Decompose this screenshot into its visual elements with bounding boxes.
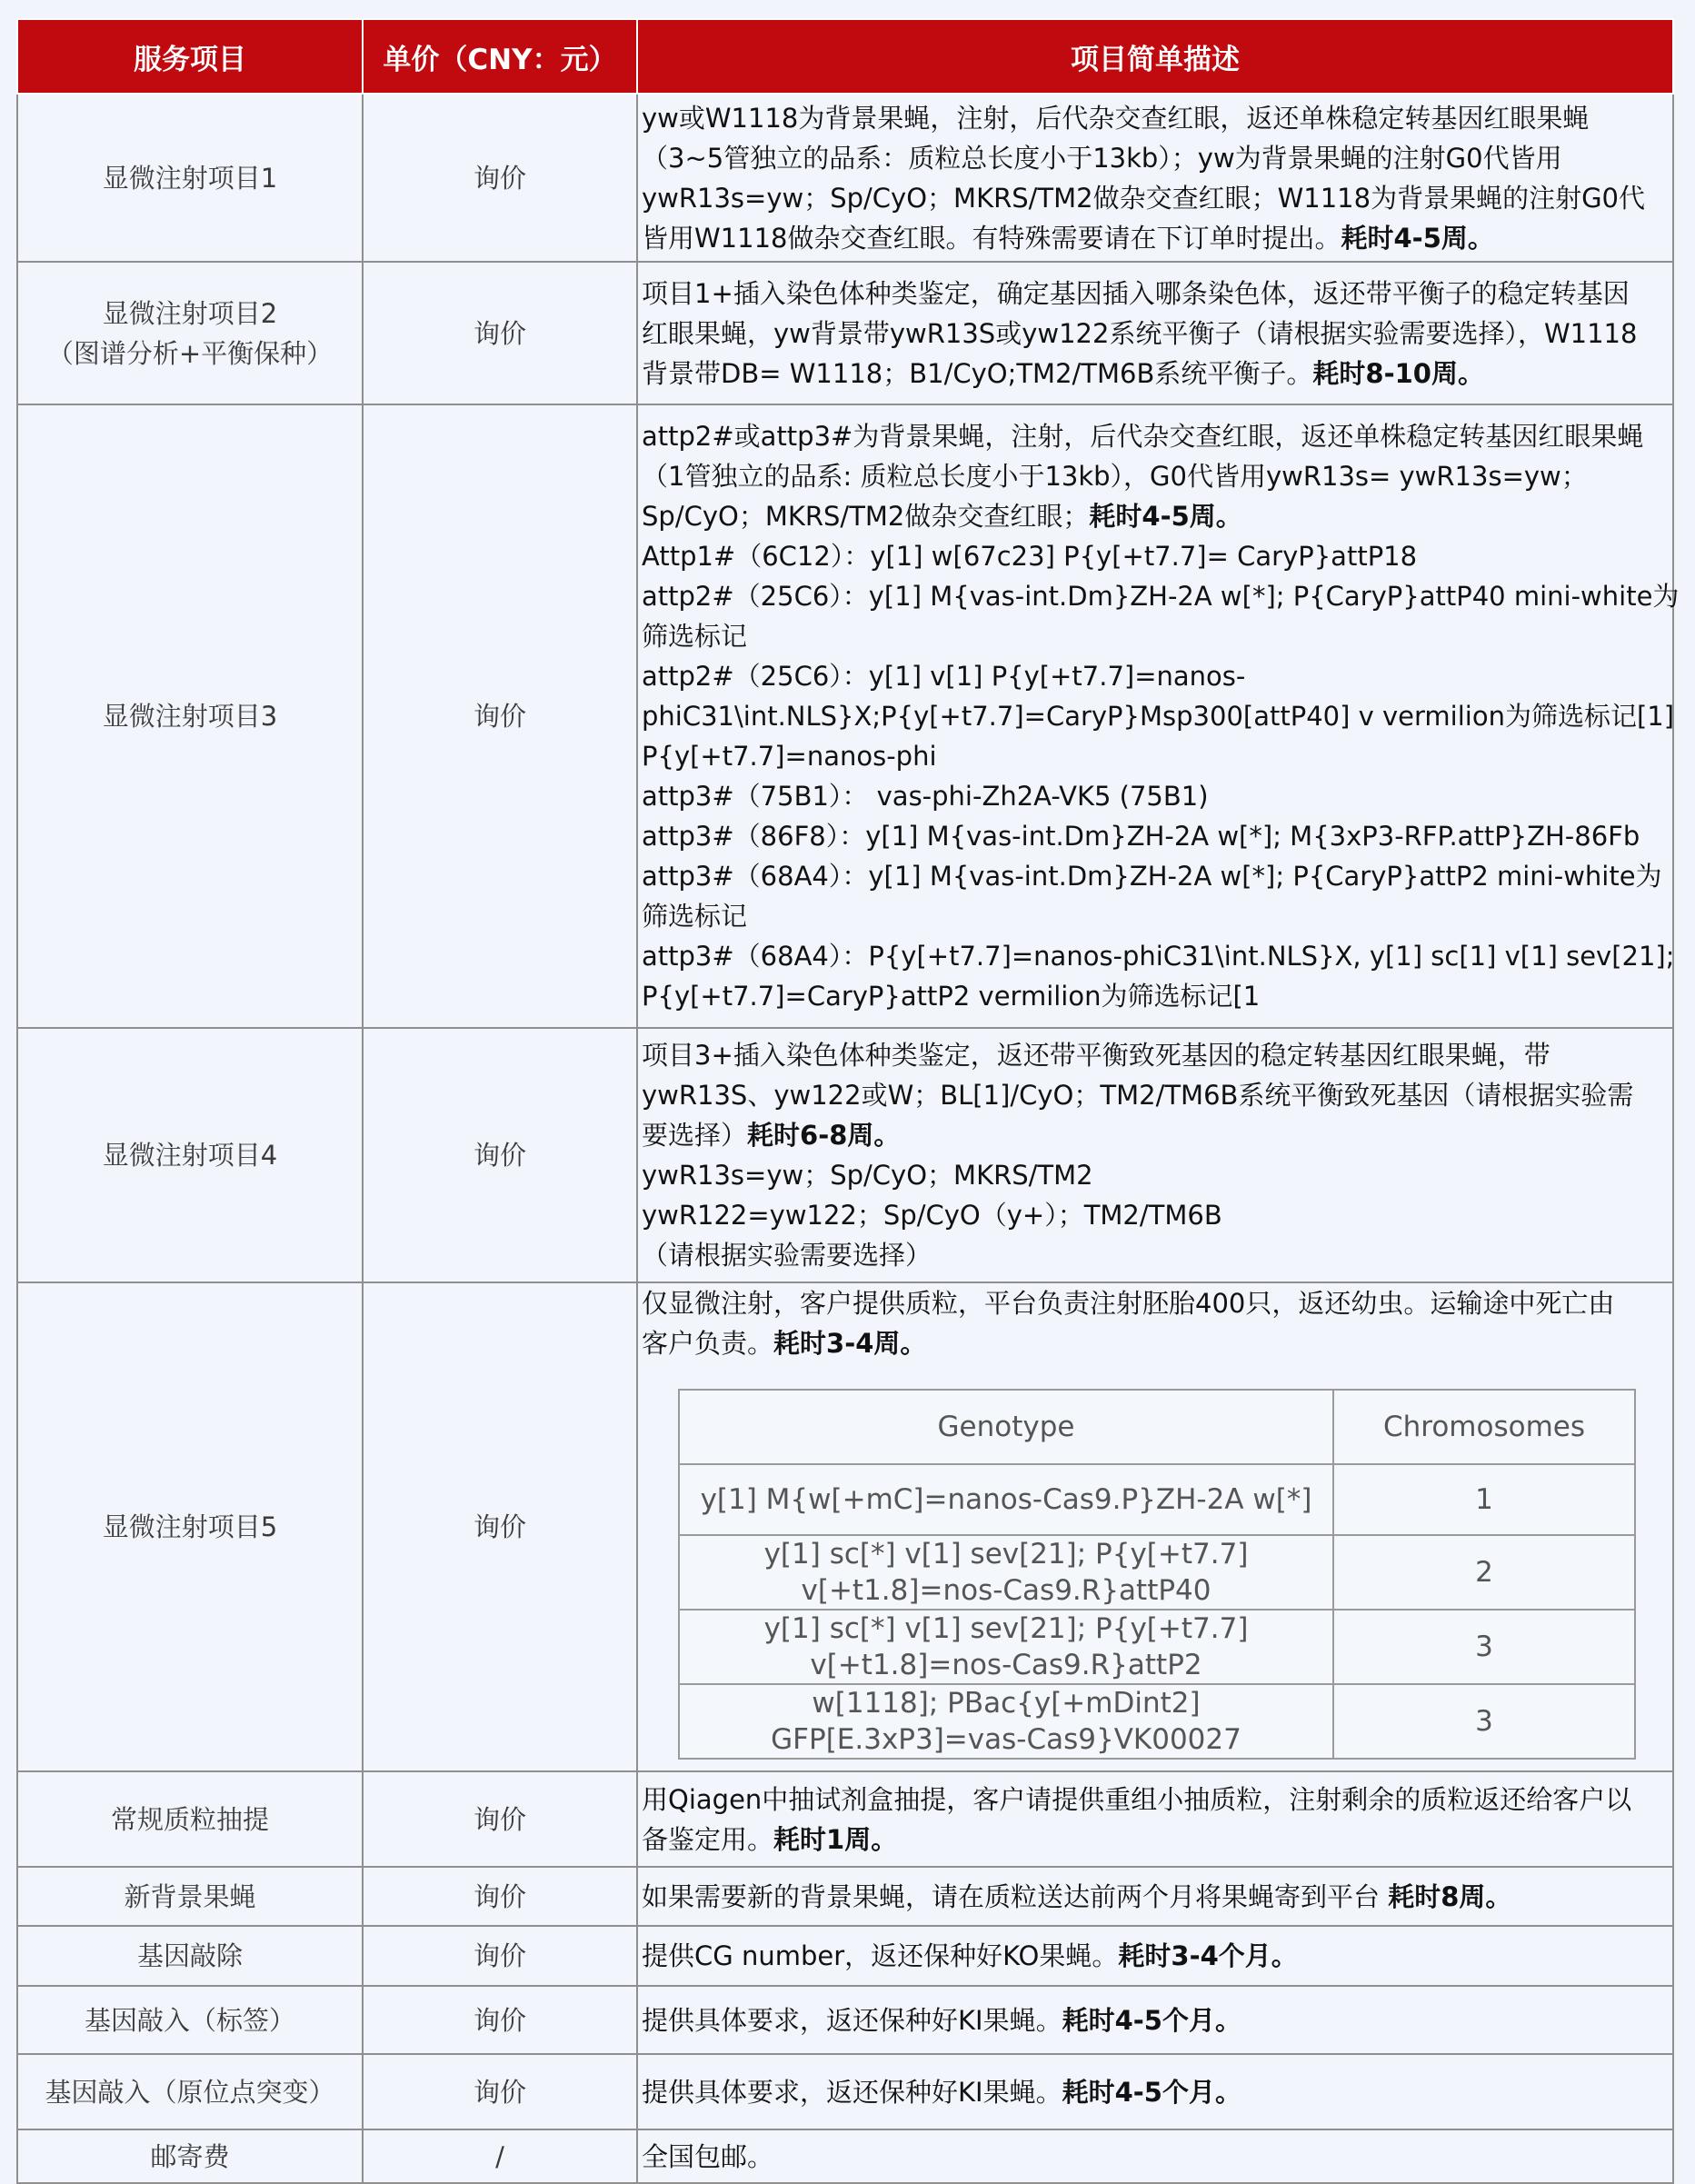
- genotype-row: [679, 1535, 1635, 1610]
- description-line: [642, 354, 1669, 394]
- table-row: [17, 1867, 1673, 1926]
- description-segment: 皆用W1118做杂交查红眼。有特殊需要请在下订单时提出。: [642, 222, 1341, 254]
- genotype-cell: w[1118]; PBac{y[+mDint2] GFP[E.3xP3]=vas-Cas9}VK00027: [679, 1684, 1333, 1759]
- duration-text: 耗时3-4周。: [773, 1328, 927, 1359]
- genotype-row: [679, 1684, 1635, 1759]
- service-description: [637, 1867, 1673, 1926]
- description-line: [642, 656, 1669, 696]
- description-segment: 筛选标记: [642, 621, 748, 652]
- genotype-row: [679, 1464, 1635, 1535]
- description-line: [642, 138, 1669, 178]
- chromosome-cell: 2: [1333, 1535, 1635, 1610]
- description-line: [642, 616, 1669, 656]
- description-line: [642, 178, 1669, 218]
- description-segment: 项目3+插入染色体种类鉴定，返还带平衡致死基因的稳定转基因红眼果蝇，带: [642, 1040, 1550, 1071]
- service-name: 新背景果蝇: [17, 1867, 363, 1926]
- service-description: [637, 2054, 1673, 2129]
- chromosome-cell: 3: [1333, 1684, 1635, 1759]
- service-name: 邮寄费: [17, 2129, 363, 2183]
- service-name: 基因敲入（标签）: [17, 1986, 363, 2054]
- table-row: [17, 94, 1673, 262]
- duration-text: 耗时1周。: [773, 1823, 898, 1855]
- description-line: [642, 1877, 1669, 1917]
- description-line: [642, 776, 1669, 816]
- description-segment: P{y[+t7.7]=CaryP}attP2 vermilion为筛选标记[1: [642, 981, 1261, 1012]
- description-line: [642, 816, 1669, 856]
- description-segment: Sp/CyO；MKRS/TM2做杂交查红眼；: [642, 501, 1090, 532]
- description-line: [642, 1820, 1669, 1860]
- description-line: [642, 98, 1669, 138]
- description-line: [642, 736, 1669, 776]
- description-segment: 提供CG number，返还保种好KO果蝇。: [642, 1940, 1119, 1971]
- duration-text: 耗时3-4个月。: [1118, 1940, 1298, 1971]
- table-row: [17, 1771, 1673, 1867]
- genotype-cell: y[1] M{w[+mC]=nanos-Cas9.P}ZH-2A w[*]: [679, 1464, 1333, 1535]
- description-segment: （1管独立的品系: 质粒总长度小于13kb），G0代皆用ywR13s= ywR13s=yw；: [642, 461, 1588, 492]
- service-name: 显微注射项目4: [17, 1028, 363, 1282]
- description-segment: ywR122=yw122；Sp/CyO（y+）；TM2/TM6B: [642, 1200, 1222, 1231]
- service-name: 基因敲入（原位点突变）: [17, 2054, 363, 2129]
- description-segment: 红眼果蝇，yw背景带ywR13S或yw122系统平衡子（请根据实验需要选择），W1118: [642, 317, 1638, 349]
- header-service: 服务项目: [17, 19, 363, 94]
- service-description: [637, 94, 1673, 262]
- description-line: [642, 1780, 1669, 1820]
- description-line: [642, 2137, 1669, 2177]
- description-line: [642, 1195, 1669, 1235]
- table-row: [17, 2129, 1673, 2183]
- description-text: [642, 1283, 1669, 1363]
- description-line: [642, 1155, 1669, 1195]
- description-line: [642, 218, 1669, 258]
- description-segment: 要选择）: [642, 1120, 748, 1151]
- service-price: 询价: [363, 94, 637, 262]
- service-price: 询价: [363, 262, 637, 404]
- description-line: [642, 456, 1669, 496]
- description-segment: 提供具体要求，返还保种好KI果蝇。: [642, 2004, 1062, 2036]
- description-segment: 全国包邮。: [642, 2140, 774, 2172]
- service-description: [637, 1028, 1673, 1282]
- description-line: [642, 1235, 1669, 1275]
- service-description: [637, 1926, 1673, 1986]
- service-name: 显微注射项目2 （图谱分析+平衡保种）: [17, 262, 363, 404]
- description-segment: yw或W1118为背景果蝇，注射，后代杂交查红眼，返还单株稳定转基因红眼果蝇: [642, 102, 1590, 134]
- service-price-table: [16, 18, 1680, 2184]
- table-row: [17, 1282, 1673, 1771]
- chromosome-cell: 3: [1333, 1610, 1635, 1684]
- duration-text: 耗时6-8周。: [747, 1120, 901, 1151]
- duration-text: 耗时8-10周。: [1312, 357, 1484, 389]
- table-row: [17, 404, 1673, 1028]
- description-segment: 筛选标记: [642, 901, 748, 932]
- description-segment: attp3#（68A4）：P{y[+t7.7]=nanos-phiC31\int.NLS}X, y[1] sc[1] v[1] sev[21];: [642, 941, 1675, 972]
- description-segment: 如果需要新的背景果蝇，请在质粒送达前两个月将果蝇寄到平台: [642, 1880, 1389, 1912]
- description-line: [642, 936, 1675, 976]
- description-segment: 背景带DB= W1118；B1/CyO;TM2/TM6B系统平衡子。: [642, 357, 1313, 389]
- genotype-cell: y[1] sc[*] v[1] sev[21]; P{y[+t7.7] v[+t1.8]=nos-Cas9.R}attP2: [679, 1610, 1333, 1684]
- description-segment: 仅显微注射，客户提供质粒，平台负责注射胚胎400只，返还幼虫。运输途中死亡由: [642, 1288, 1615, 1319]
- genotype-table: [678, 1389, 1636, 1760]
- genotype-header-row: [679, 1390, 1635, 1464]
- duration-text: 耗时4-5周。: [1089, 501, 1242, 532]
- chromosomes-header: Chromosomes: [1333, 1390, 1635, 1464]
- description-line: [642, 416, 1669, 456]
- description-segment: （请根据实验需要选择）: [642, 1240, 932, 1271]
- service-price: 询价: [363, 1867, 637, 1926]
- service-price: 询价: [363, 1986, 637, 2054]
- description-segment: attp2#或attp3#为背景果蝇，注射，后代杂交查红眼，返还单株稳定转基因红眼果蝇: [642, 421, 1644, 452]
- duration-text: 耗时4-5周。: [1341, 222, 1494, 254]
- service-description: [637, 1771, 1673, 1867]
- description-segment: 提供具体要求，返还保种好KI果蝇。: [642, 2076, 1062, 2108]
- service-price: 询价: [363, 404, 637, 1028]
- description-segment: ywR13s=yw；Sp/CyO；MKRS/TM2做杂交查红眼；W1118为背景果蝇的注射G0代: [642, 182, 1645, 214]
- table-row: [17, 1028, 1673, 1282]
- description-line: [642, 496, 1669, 536]
- description-segment: attp2#（25C6）：y[1] M{vas-int.Dm}ZH-2A w[*]; P{CaryP}attP40 mini-white为: [642, 581, 1680, 612]
- description-line: [642, 1035, 1669, 1075]
- description-segment: attp2#（25C6）：y[1] v[1] P{y[+t7.7]=nanos-: [642, 661, 1246, 692]
- service-name: 显微注射项目3: [17, 404, 363, 1028]
- service-name: 显微注射项目1: [17, 94, 363, 262]
- description-segment: 客户负责。: [642, 1328, 774, 1359]
- description-line: [642, 576, 1680, 616]
- description-segment: ywR13s=yw；Sp/CyO；MKRS/TM2: [642, 1160, 1093, 1191]
- description-line: [642, 314, 1669, 354]
- header-description: 项目简单描述: [637, 19, 1673, 94]
- genotype-row: [679, 1610, 1635, 1684]
- genotype-cell: y[1] sc[*] v[1] sev[21]; P{y[+t7.7] v[+t1.8]=nos-Cas9.R}attP40: [679, 1535, 1333, 1610]
- description-line: [642, 856, 1669, 896]
- service-price: 询价: [363, 2054, 637, 2129]
- service-description: [637, 404, 1680, 1028]
- description-line: [642, 2000, 1669, 2040]
- description-line: [642, 1323, 1669, 1363]
- duration-text: 耗时4-5个月。: [1062, 2004, 1241, 2036]
- description-segment: Attp1#（6C12）：y[1] w[67c23] P{y[+t7.7]= CaryP}attP18: [642, 541, 1418, 572]
- service-price: /: [363, 2129, 637, 2183]
- description-segment: attp3#（75B1）： vas-phi-Zh2A-VK5 (75B1): [642, 781, 1209, 812]
- service-price: 询价: [363, 1282, 637, 1771]
- chromosome-cell: 1: [1333, 1464, 1635, 1535]
- description-line: [642, 274, 1669, 314]
- description-segment: attp3#（86F8）：y[1] M{vas-int.Dm}ZH-2A w[*]; M{3xP3-RFP.attP}ZH-86Fb: [642, 821, 1640, 852]
- description-segment: P{y[+t7.7]=nanos-phi: [642, 741, 937, 772]
- description-segment: phiC31\int.NLS}X;P{y[+t7.7]=CaryP}Msp300[attP40] v vermilion为筛选标记[1]: [642, 701, 1675, 732]
- description-line: [642, 696, 1675, 736]
- service-name: 常规质粒抽提: [17, 1771, 363, 1867]
- table-row: [17, 1986, 1673, 2054]
- description-line: [642, 536, 1669, 576]
- table-row: [17, 2054, 1673, 2129]
- service-price: 询价: [363, 1926, 637, 1986]
- service-name: 显微注射项目5: [17, 1282, 363, 1771]
- description-segment: 用Qiagen中抽试剂盒抽提，客户请提供重组小抽质粒，注射剩余的质粒返还给客户以: [642, 1783, 1632, 1815]
- service-description: [637, 1282, 1673, 1771]
- description-segment: 项目1+插入染色体种类鉴定，确定基因插入哪条染色体，返还带平衡子的稳定转基因: [642, 277, 1630, 309]
- service-price: 询价: [363, 1771, 637, 1867]
- service-name: 基因敲除: [17, 1926, 363, 1986]
- description-segment: 备鉴定用。: [642, 1823, 774, 1855]
- description-line: [642, 2072, 1669, 2112]
- description-segment: ywR13S、yw122或W；BL[1]/CyO；TM2/TM6B系统平衡致死基因（请根据实验需: [642, 1080, 1634, 1111]
- duration-text: 耗时4-5个月。: [1062, 2076, 1241, 2108]
- description-line: [642, 976, 1669, 1016]
- header-price: 单价（CNY：元）: [363, 19, 637, 94]
- description-line: [642, 1115, 1669, 1155]
- description-line: [642, 1283, 1669, 1323]
- table-header-row: [17, 19, 1673, 94]
- service-price: 询价: [363, 1028, 637, 1282]
- description-segment: （3~5管独立的品系：质粒总长度小于13kb）；yw为背景果蝇的注射G0代皆用: [642, 142, 1562, 174]
- genotype-header: Genotype: [679, 1390, 1333, 1464]
- table-row: [17, 262, 1673, 404]
- description-segment: attp3#（68A4）：y[1] M{vas-int.Dm}ZH-2A w[*]; P{CaryP}attP2 mini-white为: [642, 861, 1662, 892]
- table-row: [17, 1926, 1673, 1986]
- description-line: [642, 1075, 1669, 1115]
- service-description: [637, 1986, 1673, 2054]
- service-description: [637, 262, 1673, 404]
- service-description: [637, 2129, 1673, 2183]
- description-line: [642, 1936, 1669, 1976]
- duration-text: 耗时8周。: [1388, 1880, 1512, 1912]
- description-line: [642, 896, 1669, 936]
